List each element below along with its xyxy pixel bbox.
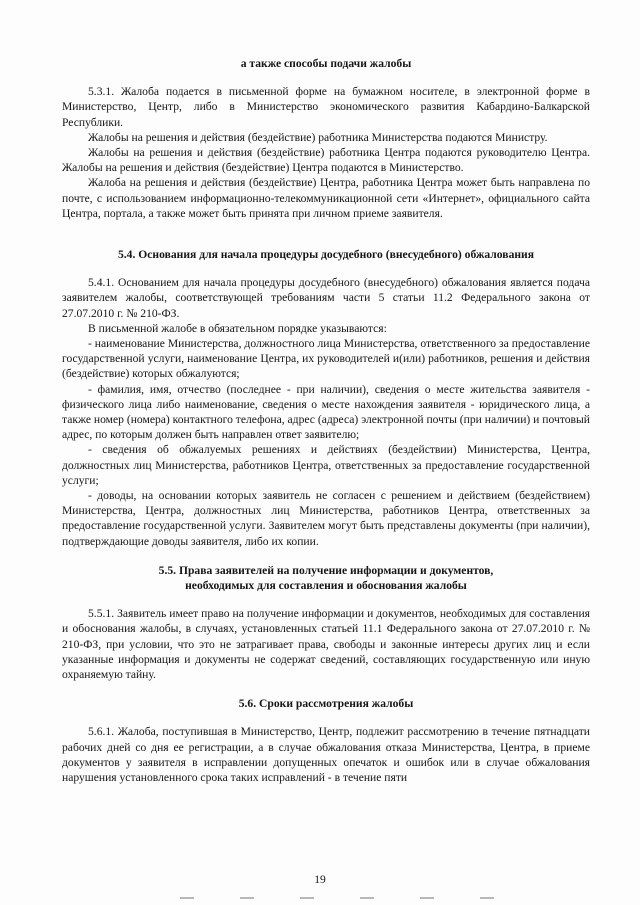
paragraph-5-4-1-intro: В письменной жалобе в обязательном порядке указываются: (88, 321, 387, 335)
scan-mark (300, 897, 314, 899)
scan-mark (480, 897, 494, 899)
paragraph-5-3-1-mail: Жалоба на решения и действия (бездействие) Центра, работника Центра может быть направлена по почте, с использованием информационно-телекоммуникационной сети «Интернет», официального сайта Центра, портала, а также может быть принята при личном приеме заявителя. (62, 176, 590, 220)
list-item: - сведения об обжалуемых решениях и действиях (бездействии) Министерства, Центра, должностных лиц Министерства, работников Центра, ответственных за предоставление государственной услуги; (62, 443, 590, 487)
section-title-5-5-line1: 5.5. Права заявителей на получение информации и документов, (158, 563, 494, 577)
paragraph-5-4-1: 5.4.1. Основанием для начала процедуры досудебного (внесудебного) обжалования является подача заявителем жалобы, соответствующей требованиям части 5 статьи 11.2 Федерального закона от 27.07.2010 г. № 210-ФЗ. (62, 276, 590, 320)
paragraph-5-6-1: 5.6.1. Жалоба, поступившая в Министерство, Центр, подлежит рассмотрению в течение пятнадцати рабочих дней со дня ее регистрации, а в случае обжалования отказа Министерства, Центра, в приеме документов у заявителя в исправлении допущенных опечаток и ошибок или в случае обжалования нарушения установленного срока таких исправлений - в течение пяти (62, 725, 590, 784)
scan-mark (420, 897, 434, 899)
scan-edge-marks (180, 895, 610, 901)
section-title-5-6: 5.6. Сроки рассмотрения жалобы (238, 697, 414, 711)
page-number: 19 (314, 873, 326, 886)
list-item: - фамилия, имя, отчество (последнее - при наличии), сведения о месте жительства заявителя - физического лица либо наименование, сведения о месте нахождения заявителя - юридического лица, а также номер (номера) контактного телефона, адрес (адреса) электронной почты (при наличии) и почтовый адрес, по которым должен быть направлен ответ заявителю; (62, 382, 590, 442)
paragraph-5-3-1-minister: Жалобы на решения и действия (бездействие) работника Министерства подаются Министру. (88, 130, 548, 144)
scan-mark (360, 897, 374, 899)
section-title-5-4: 5.4. Основания для начала процедуры досудебного (внесудебного) обжалования (117, 248, 535, 262)
section-heading-continuation: а также способы подачи жалобы (240, 57, 412, 70)
scan-mark (180, 897, 194, 899)
paragraph-5-3-1-center: Жалобы на решения и действия (бездействие) работника Центра подаются руководителю Центра. Жалобы на решения и действия (бездействие) Центра подаются в Министерство. (62, 146, 590, 175)
paragraph-5-5-1: 5.5.1. Заявитель имеет право на получение информации и документов, необходимых для составления и обоснования жалобы, в случаях, установленных статьей 11.1 Федерального закона от 27.07.2010 г. № 210-ФЗ, при условии, что это не затрагивает права, свободы и законные интересы других лиц и если указанные информация и документы не содержат сведений, составляющих государственную или иную охраняемую тайну. (62, 607, 590, 681)
document-body (62, 56, 590, 785)
section-title-5-5-line2: необходимых для составления и обоснования жалобы (185, 579, 467, 593)
list-item: - наименование Министерства, должностного лица Министерства, ответственного за предоставление государственной услуги, наименование Центра, их руководителей и(или) работников, решения и действия (бездействие) которых обжалуются; (62, 337, 590, 381)
paragraph-5-3-1: 5.3.1. Жалоба подается в письменной форме на бумажном носителе, в электронной форме в Министерство, Центр, либо в Министерство экономического развития Кабардино-Балкарской Республики. (62, 85, 590, 129)
scan-mark (240, 897, 254, 899)
list-item: - доводы, на основании которых заявитель не согласен с решением и действием (бездействием) Министерства, Центра, должностных лиц Министерства, работников Центра, ответственных за предоставление государственной услуги. Заявителем могут быть представлены документы (при наличии), подтверждающие доводы заявителя, либо их копии. (62, 489, 590, 548)
